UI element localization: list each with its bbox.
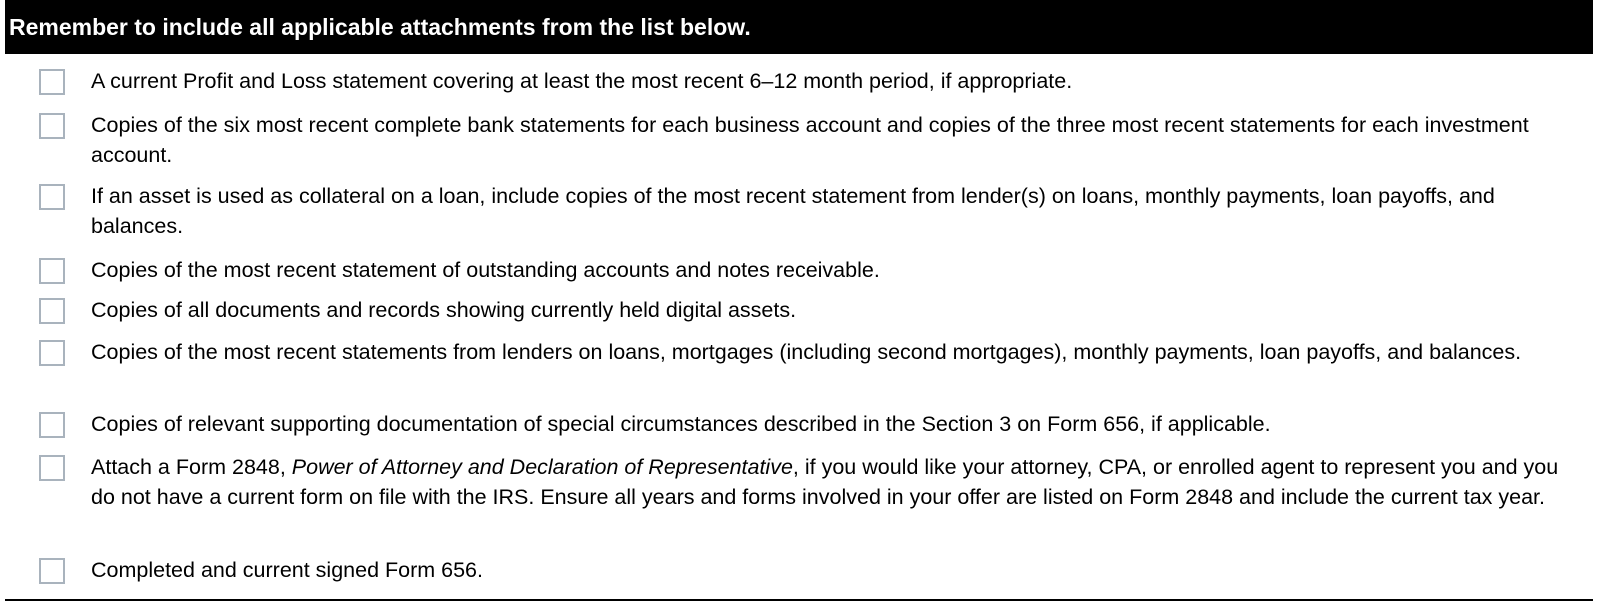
checklist-item-text: Copies of the six most recent complete bank statements for each business account and copies of the three most recent statements for each investment account. <box>91 113 1529 167</box>
checklist-item-text <box>91 452 1561 512</box>
checkbox-lender-statements[interactable] <box>39 340 65 366</box>
checkbox-form-656[interactable] <box>39 558 65 584</box>
checklist-item-text: Copies of all documents and records showing currently held digital assets. <box>91 298 797 322</box>
form-2848-text-before: Attach a Form 2848, <box>91 455 292 479</box>
checkbox-digital-assets[interactable] <box>39 298 65 324</box>
checklist-item-text: If an asset is used as collateral on a loan, include copies of the most recent statement from lender(s) on loans, monthly payments, loan payoffs, and balances. <box>91 184 1495 238</box>
checkbox-profit-loss[interactable] <box>39 69 65 95</box>
checklist-item-text: Copies of the most recent statements from lenders on loans, mortgages (including second mortgages), monthly payments, loan payoffs, and balances. <box>91 340 1522 364</box>
checkbox-collateral-loan[interactable] <box>39 184 65 210</box>
checkbox-accounts-receivable[interactable] <box>39 258 65 284</box>
form-2848-title: Power of Attorney and Declaration of Representative <box>291 455 793 479</box>
checkbox-form-2848[interactable] <box>39 455 65 481</box>
section-header-title: Remember to include all applicable attachments from the list below. <box>9 14 751 40</box>
checkbox-bank-statements[interactable] <box>39 113 65 139</box>
form-2848-text-after: , if you would like your attorney, CPA, or enrolled agent to represent you and you do not have a current form on file with the IRS. Ensure all years and forms involved in your offer are listed on Form 2848 and include the current tax year. <box>91 455 1559 509</box>
bottom-divider <box>5 599 1593 601</box>
checklist-item-text: Copies of the most recent statement of outstanding accounts and notes receivable. <box>91 258 880 282</box>
checklist-item-text: A current Profit and Loss statement covering at least the most recent 6–12 month period, if appropriate. <box>91 69 1073 93</box>
checklist-item-text: Copies of relevant supporting documentation of special circumstances described in the Section 3 on Form 656, if applicable. <box>91 412 1271 436</box>
section-header <box>5 0 1593 54</box>
checklist-item-text: Completed and current signed Form 656. <box>91 558 483 582</box>
checkbox-special-circumstances[interactable] <box>39 412 65 438</box>
